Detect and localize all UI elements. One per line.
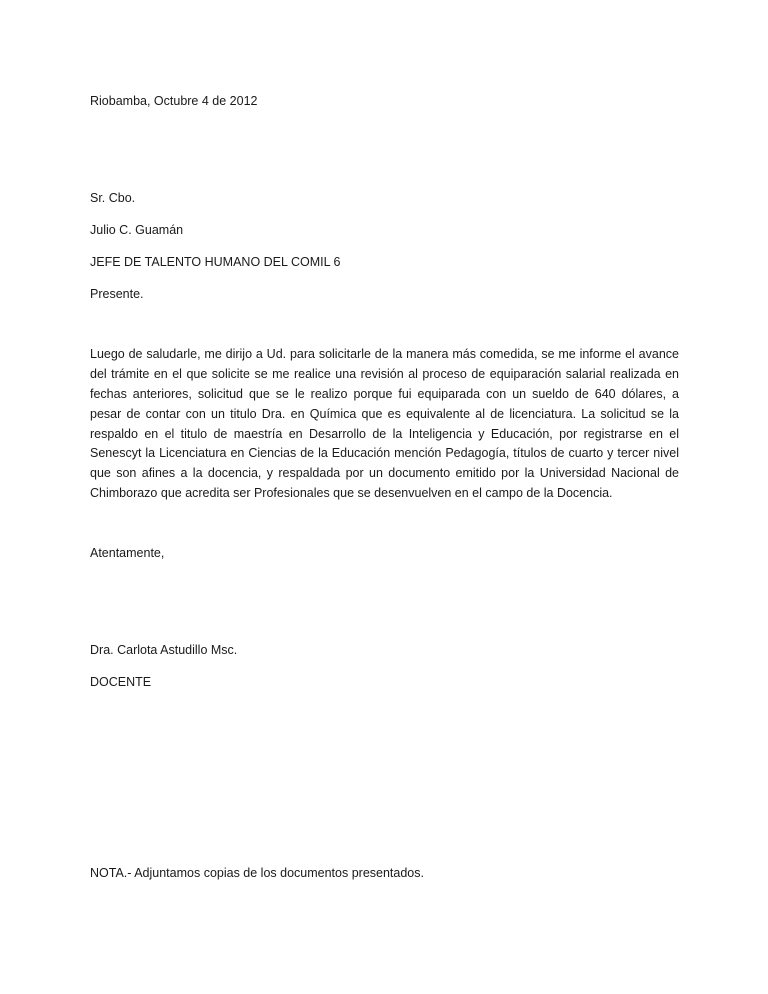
body-line: fechas anteriores, solicitud que se le realizo porque fui equiparada con un sueldo de 640 dólares, a (90, 386, 679, 401)
body-line: respaldo en el titulo de maestría en Desarrollo de la Inteligencia y Educación, por registrarse en el (90, 426, 679, 441)
body-line: del trámite en el que solicite se me realice una revisión al proceso de equiparación salarial realizada en (90, 366, 679, 381)
body-line: Chimborazo que acredita ser Profesionales que se desenvuelven en el campo de la Docencia. (90, 486, 613, 501)
date-line: Riobamba, Octubre 4 de 2012 (90, 94, 258, 108)
recipient-position: JEFE DE TALENTO HUMANO DEL COMIL 6 (90, 255, 341, 269)
recipient-presente: Presente. (90, 287, 144, 301)
note: NOTA.- Adjuntamos copias de los documentos presentados. (90, 866, 424, 880)
closing: Atentamente, (90, 546, 165, 560)
body-line: Luego de saludarle, me dirijo a Ud. para solicitarle de la manera más comedida, se me informe el avance (90, 347, 679, 361)
signature-role: DOCENTE (90, 675, 152, 689)
recipient-name: Julio C. Guamán (90, 223, 184, 237)
signature-name: Dra. Carlota Astudillo Msc. (90, 643, 238, 657)
body-line: que son afines a la docencia, y respaldada por un documento emitido por la Universidad Nacional de (90, 466, 679, 481)
body-line: Senescyt la Licenciatura en Ciencias de la Educación mención Pedagogía, títulos de cuarto y tercer nivel (90, 446, 679, 461)
recipient-title: Sr. Cbo. (90, 191, 136, 205)
letter-body (90, 345, 679, 504)
body-line: pesar de contar con un titulo Dra. en Química que es equivalente al de licenciatura. La solicitud se la (90, 406, 679, 421)
